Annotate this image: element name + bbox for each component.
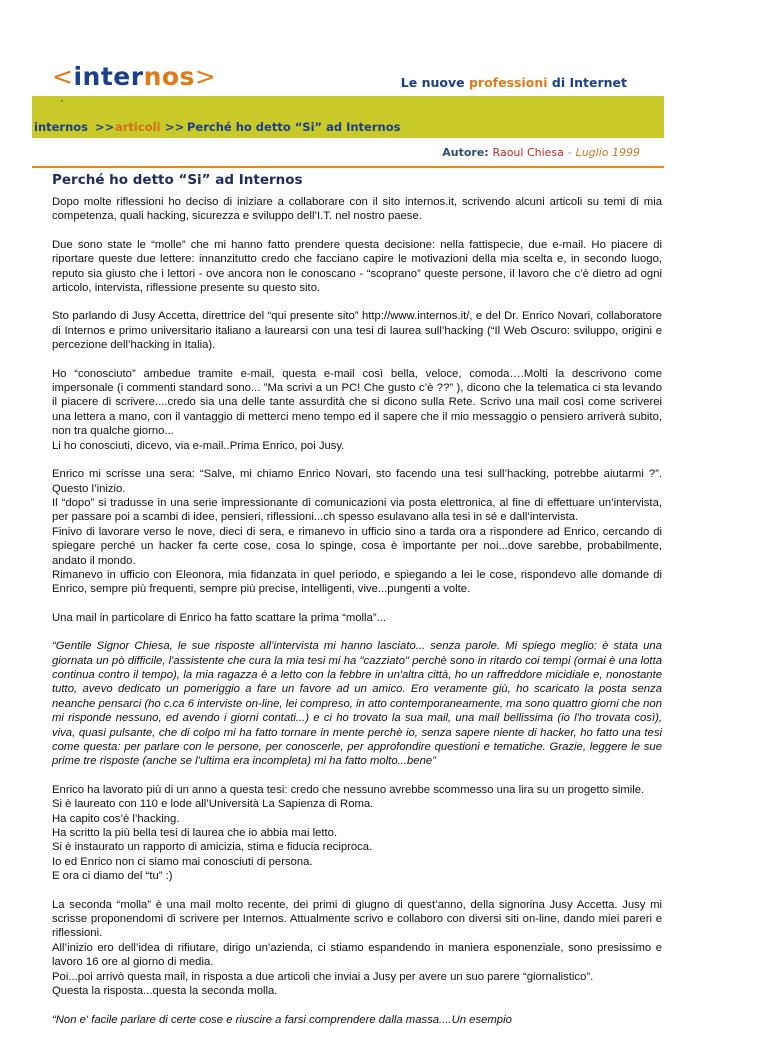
- logo-close-bracket: >: [194, 62, 217, 91]
- paragraph-line: Il “dopo” si tradusse in una serie impressionante di comunicazioni via posta elettronica, al fine di effettuare un’intervista, per passare poi a scambi di idee, pensieri, riflessioni...ch spesso esulavano alla tesi in sé e dall’intervista.: [52, 496, 662, 524]
- logo-open-bracket: <: [52, 62, 74, 91]
- paragraph-line: Ha capito cos’è l’hacking.: [52, 812, 180, 825]
- breadcrumb-section-link[interactable]: articoli: [115, 120, 161, 134]
- quoted-email: “Non e' facile parlare di certe cose e riuscire a farsi comprendere dalla massa....Un esempio: [52, 1013, 512, 1026]
- paragraph-line: Enrico mi scrisse una sera: “Salve, mi chiamo Enrico Novari, sto facendo una tesi sull’hacking, potrebbe aiutarmi ?”. Questo l’inizio.: [52, 468, 662, 495]
- paragraph: Sto parlando di Jusy Accetta, direttrice del “qui presente sito” http://www.internos.it/, e del Dr. Enrico Novari, collaboratore di Internos e primo universitario italiano a laurearsi con una tesi di laurea sull’hacking (“Il Web Oscuro: sviluppo, origini e percezione dell’hacking in Italia).: [52, 310, 662, 352]
- tagline-word-5: Internet: [569, 75, 627, 90]
- tagline-word-3: professioni: [468, 75, 548, 90]
- header-band: [32, 96, 664, 116]
- site-logo[interactable]: [52, 62, 216, 91]
- paragraph-line: E ora ci diamo del “tu” :): [52, 870, 173, 883]
- paragraph-line: Io ed Enrico non ci siamo mai conosciuti di persona.: [52, 855, 313, 868]
- author-dash: -: [567, 146, 572, 159]
- author-label: Autore:: [442, 146, 489, 159]
- article-author-line: [442, 146, 640, 159]
- breadcrumb-separator: >>: [95, 120, 115, 134]
- paragraph-line: Poi...poi arrivò questa mail, in risposta a due articoli che inviai a Jusy per avere un suo parere “giornalistico”.: [52, 970, 594, 983]
- paragraph-line: Si è instaurato un rapporto di amicizia, stima e fiducia reciproca.: [52, 841, 373, 854]
- paragraph-line: All’inizio ero dell’idea di rifiutare, dirigo un’azienda, ci stiamo espandendo in maniera esponenziale, sono presissimo e lavoro 16 ore al giorno di media.: [52, 941, 662, 969]
- logo-part-2: nos: [143, 62, 195, 91]
- paragraph: [52, 367, 662, 453]
- article-title: Perché ho detto “Si” ad Internos: [52, 172, 303, 188]
- breadcrumb-home-link[interactable]: internos: [34, 120, 89, 134]
- paragraph: Dopo molte riflessioni ho deciso di iniziare a collaborare con il sito internos.it, scrivendo alcuni articoli su temi di mia competenza, quali hacking, sicurezza e sviluppo dell’I.T. nel nostro paese.: [52, 196, 662, 223]
- tagline-word-4: di: [551, 75, 566, 90]
- header-divider: [32, 166, 664, 168]
- breadcrumb-separator: >>: [165, 120, 185, 134]
- logo-part-1: inter: [73, 62, 144, 91]
- tagline-word-2: nuove: [421, 75, 465, 90]
- author-name: Raoul Chiesa: [492, 146, 564, 159]
- paragraph-line: Enrico ha lavorato più di un anno a questa tesi: credo che nessuno avrebbe scommesso una lira su un progetto simile.: [52, 783, 645, 796]
- article-body: [52, 195, 662, 1041]
- paragraph-line: Ha scritto la più bella tesi di laurea che io abbia mai letto.: [52, 827, 338, 840]
- paragraph: [52, 783, 662, 884]
- paragraph-line: Finivo di lavorare verso le nove, dieci di sera, e rimanevo in ufficio sino a tarda ora a rispondere ad Enrico, cercando di spiegare perché un hacker fa certe cose, cosa lo spinge, cosa è importante per noi...dove sarebbe, probabilmente, andato il mondo.: [52, 525, 662, 567]
- quoted-email: “Gentile Signor Chiesa, le sue risposte all’intervista mi hanno lasciato... senza parole. Mi spiego meglio: è stata una giornata un pò difficile, l'assistente che cura la mia tesi mi ha "cazziato" perchè sono in ritardo coi tempi (ormai è una lotta continua contro il tempo), la mia ragazza è a letto con la febbre in un'altra città, ho un raffreddore micidiale e, nonostante tutto, avevo dedicato un pomeriggio a fare un favore ad un amico. Ero veramente giù, ho scaricato la posta senza neanche pensarci (ho c.ca 6 interviste on-line, lei compreso, in atto contemporaneamente, ma sono quattro giorni che non mi risponde nessuno, ed avendo i giorni contati...) e ci ho trovato la sua mail, una mail bellissima (io l'ho trovata così), viva, quasi pulsante, che di colpo mi ha fatto tornare in mente perchè io, senza sapere niente di hacker, ho fatto una tesi come questa: per parlare con le persone, per conoscerle, per approfondire questioni e tematiche. Grazie, leggere le sue prime tre risposte (anche se l'ultima era incompleta) mi ha fatto molto...bene”: [52, 640, 662, 768]
- paragraph: Due sono state le “molle” che mi hanno fatto prendere questa decisione: nella fattispecie, due e-mail. Ho piacere di riportare queste due lettere: innanzitutto credo che facciano capire le motivazioni della mia scelta e, in secondo luogo, reputo sia giusto che i lettori - ove ancora non le conoscano - “scoprano” queste persone, il lavoro che c’è dietro ad ogni articolo, intervista, riflessione presente su questo sito.: [52, 238, 662, 295]
- paragraph-line: Si è laureato con 110 e lode all’Università La Sapienza di Roma.: [52, 798, 374, 811]
- breadcrumb-current: Perché ho detto “Si” ad Internos: [187, 120, 401, 134]
- paragraph-line: Ho “conosciuto” ambedue tramite e-mail, questa e-mail così bella, veloce, comoda….Molti la descrivono come impersonale (i commenti standard sono... ”Ma scrivi a un PC! Che gusto c’è ??” ), dicono che la telematica ci sta levando il piacere di scrivere....credo sia una delle tante assurdità che si dicono sulla Rete. Scrivo una mail così come scriverei una lettera a mano, con il vantaggio di metterci meno tempo ed il sapere che il mio messaggio o pensiero arriverà subito, non tra qualche giorno...: [52, 367, 662, 438]
- article-date: Luglio 1999: [575, 146, 640, 159]
- paragraph: Una mail in particolare di Enrico ha fatto scattare la prima “molla”...: [52, 611, 387, 624]
- paragraph-line: Rimanevo in ufficio con Eleonora, mia fidanzata in quel periodo, e spiegando a lei le cose, rispondevo alle domande di Enrico, sempre più frequenti, sempre più precise, intelligenti, vive...pungenti a volte.: [52, 568, 662, 596]
- band-dot: ·: [60, 94, 64, 108]
- tagline-word-1: Le: [400, 75, 418, 90]
- paragraph-line: Li ho conosciuti, dicevo, via e-mail..Prima Enrico, poi Jusy.: [52, 439, 345, 452]
- site-tagline: [401, 75, 627, 90]
- paragraph-line: La seconda “molla” è una mail molto recente, dei primi di giugno di quest’anno, della signorina Jusy Accetta. Jusy mi scrisse proponendomi di scrivere per Internos. Attualmente scrivo e collaboro con diversi siti on-line, dando miei pareri e riflessioni.: [52, 898, 662, 940]
- paragraph: [52, 898, 662, 999]
- breadcrumb: [32, 116, 664, 138]
- paragraph: [52, 467, 662, 597]
- paragraph-line: Questa la risposta...questa la seconda molla.: [52, 985, 278, 998]
